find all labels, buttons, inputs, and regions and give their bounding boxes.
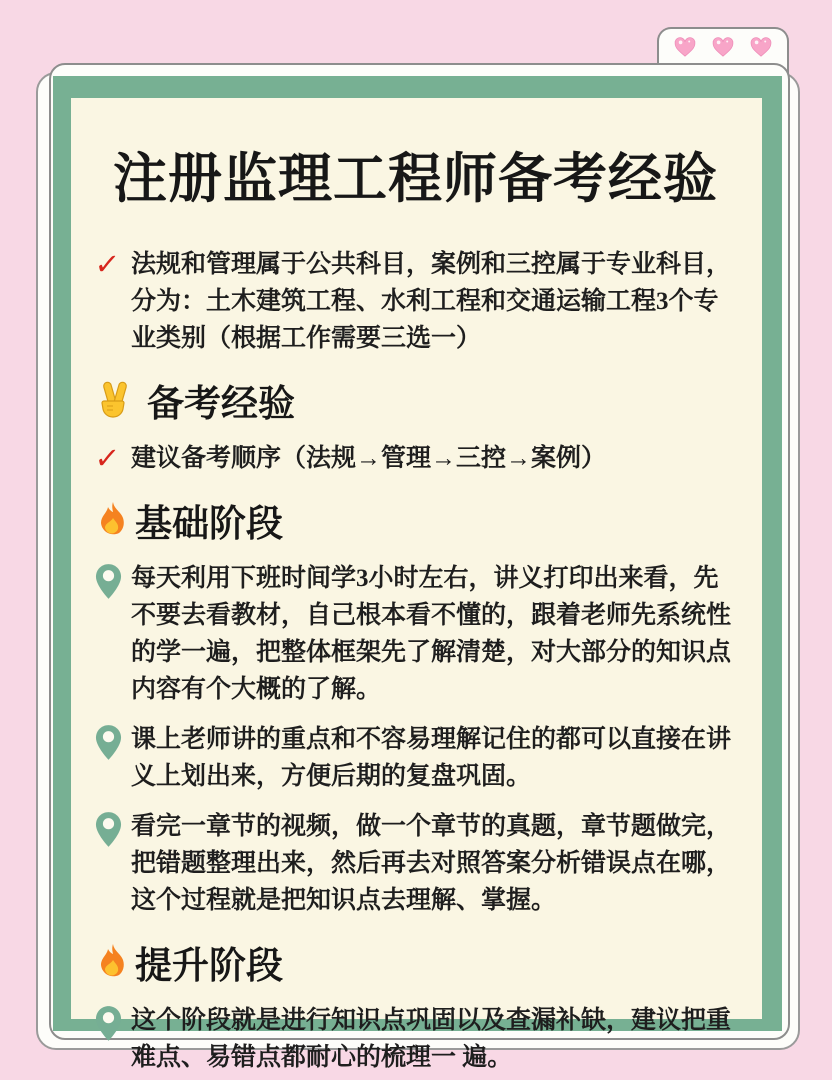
list-item <box>95 1002 736 1076</box>
fire-icon <box>95 942 131 982</box>
section-heading-improve-stage <box>95 935 736 989</box>
section-heading-label: 提升阶段 <box>135 946 283 988</box>
heart-icon <box>750 37 772 58</box>
item-text: 看完一章节的视频，做一个章节的真题，章节题做完，把错题整理出来，然后再去对照答案分析错误点在哪，这个过程就是把知识点去理解、掌握。 <box>131 813 732 915</box>
intro-text: 法规和管理属于公共科目，案例和三控属于专业科目，分为：土木建筑工程、水利工程和交通运输工程3个专业类别（根据工作需要三选一） <box>131 251 732 353</box>
item-text: 这个阶段就是进行知识点巩固以及查漏补缺，建议把重难点、易错点都耐心的梳理一 遍。 <box>131 1007 732 1072</box>
heart-icon <box>712 37 734 58</box>
fire-icon <box>95 500 131 540</box>
item-text: 建议备考顺序（法规→管理→三控→案例） <box>131 445 607 473</box>
section-heading-label: 备考经验 <box>147 384 295 426</box>
section-heading-label: 基础阶段 <box>135 504 283 546</box>
checkmark-icon: ✓ <box>93 247 122 282</box>
pin-icon <box>95 1002 131 1042</box>
section-heading-prep-experience <box>95 373 736 427</box>
page-title: 注册监理工程师备考经验 <box>113 149 718 209</box>
heart-icon <box>674 37 696 58</box>
pin-icon <box>95 808 131 848</box>
item-text: 每天利用下班时间学3小时左右，讲义打印出来看，先不要去看教材，自己根本看不懂的，跟着老师先系统性的学一遍，把整体框架先了解清楚，对大部分的知识点内容有个大概的了解。 <box>131 565 732 704</box>
item-text: 课上老师讲的重点和不容易理解记住的都可以直接在讲义上划出来，方便后期的复盘巩固。 <box>131 726 732 791</box>
green-frame <box>53 76 782 1072</box>
note-card <box>49 63 790 1072</box>
checkmark-icon: ✓ <box>93 441 122 476</box>
pin-icon <box>95 560 131 600</box>
list-item <box>95 808 736 919</box>
pin-icon <box>95 721 131 761</box>
victory-hand-icon <box>95 380 135 420</box>
paper-content <box>71 98 762 1072</box>
list-item <box>95 246 736 357</box>
list-item <box>95 440 736 477</box>
list-item <box>95 721 736 795</box>
list-item <box>95 560 736 708</box>
section-heading-basic-stage <box>95 493 736 547</box>
